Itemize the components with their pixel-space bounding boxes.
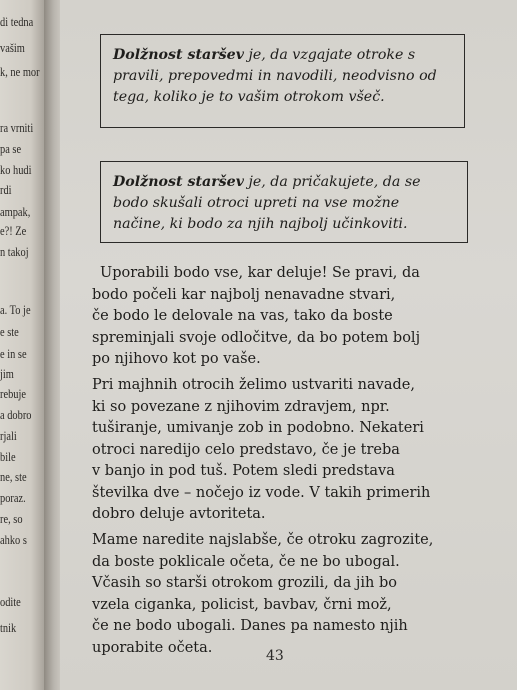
previous-page-fragment: pa se bbox=[0, 141, 22, 156]
previous-page-fragment: n takoj bbox=[0, 244, 29, 259]
callout-box-1 bbox=[100, 34, 465, 128]
previous-page-fragment: ko hudi bbox=[0, 162, 32, 177]
text-line: bodo počeli kar najbolj nenavadne stvari, bbox=[92, 286, 396, 303]
text-line: po njihovo kot po vaše. bbox=[92, 351, 261, 367]
previous-page-fragment: a. To je bbox=[0, 302, 31, 317]
text-line: Včasih so starši otrokom grozili, da jih bo bbox=[92, 575, 398, 591]
previous-page-fragment: rebuje bbox=[0, 386, 26, 401]
text-line: tuširanje, umivanje zob in podobno. Nekateri bbox=[92, 420, 424, 436]
previous-page-edge bbox=[0, 0, 44, 690]
paragraph-1 bbox=[92, 263, 452, 371]
callout-text: je, da pričakujete, da se bodo skušali otroci upreti na vse možne načine, ki bodo za njih najbolj učinkoviti. bbox=[113, 174, 421, 232]
page-number: 43 bbox=[266, 648, 284, 664]
text-line: Mame naredite najslabše, če otroku zagrozite, bbox=[92, 532, 434, 548]
paragraph-2 bbox=[92, 375, 452, 526]
text-line: ki so povezane z njihovim zdravjem, npr. bbox=[92, 398, 390, 415]
previous-page-fragment: tnik bbox=[0, 620, 17, 635]
previous-page-fragment: bile bbox=[0, 449, 16, 464]
text-line: vzela ciganka, policist, bavbav, črni mož, bbox=[92, 596, 392, 613]
previous-page-fragment: re, so bbox=[0, 511, 23, 526]
previous-page-fragment: poraz. bbox=[0, 490, 26, 505]
previous-page-fragment: ne, ste bbox=[0, 469, 27, 484]
callout-lead: Dolžnost staršev bbox=[113, 174, 244, 190]
text-line: otroci naredijo celo predstavo, če je treba bbox=[92, 441, 400, 458]
callout-lead: Dolžnost staršev bbox=[113, 47, 244, 63]
text-line: številka dve – nočejo iz vode. V takih primerih bbox=[92, 484, 431, 501]
previous-page-fragment: ampak, bbox=[0, 204, 31, 219]
text-line: če ne bodo ubogali. Danes pa namesto njih bbox=[92, 618, 408, 634]
callout-box-2 bbox=[100, 161, 468, 243]
text-line: uporabite očeta. bbox=[92, 639, 213, 656]
paragraph-3 bbox=[92, 530, 452, 659]
previous-page-fragment: k, ne mor bbox=[0, 64, 40, 79]
text-line: spreminjali svoje odločitve, da bo potem bolj bbox=[92, 329, 421, 346]
previous-page-fragment: ra vrniti bbox=[0, 120, 34, 135]
previous-page-fragment: ahko s bbox=[0, 532, 27, 547]
previous-page-fragment: vašim bbox=[0, 40, 25, 55]
callout-text: je, da vzgajate otroke s pravili, prepovedmi in navodili, neodvisno od tega, koliko je to vašim otrokom všeč. bbox=[113, 47, 437, 105]
previous-page-fragment: odite bbox=[0, 594, 21, 609]
book-page bbox=[60, 0, 517, 690]
previous-page-fragment: di tedna bbox=[0, 14, 34, 29]
previous-page-fragment: rdi bbox=[0, 182, 12, 197]
previous-page-fragment: rjali bbox=[0, 428, 17, 443]
previous-page-fragment: a dobro bbox=[0, 407, 32, 422]
text-line: če bodo le delovale na vas, tako da boste bbox=[92, 308, 393, 324]
text-line: dobro deluje avtoriteta. bbox=[92, 506, 266, 522]
previous-page-fragment: jim bbox=[0, 366, 14, 381]
previous-page-fragment: e in se bbox=[0, 346, 27, 361]
text-line: Uporabili bodo vse, kar deluje! Se pravi, da bbox=[100, 265, 420, 281]
text-line: v banjo in pod tuš. Potem sledi predstava bbox=[92, 463, 395, 479]
text-line: da boste poklicale očeta, če ne bo ubogal. bbox=[92, 553, 400, 570]
previous-page-fragment: e ste bbox=[0, 324, 19, 339]
text-line: Pri majhnih otrocih želimo ustvariti navade, bbox=[92, 377, 415, 393]
previous-page-fragment: e?! Ze bbox=[0, 223, 27, 238]
